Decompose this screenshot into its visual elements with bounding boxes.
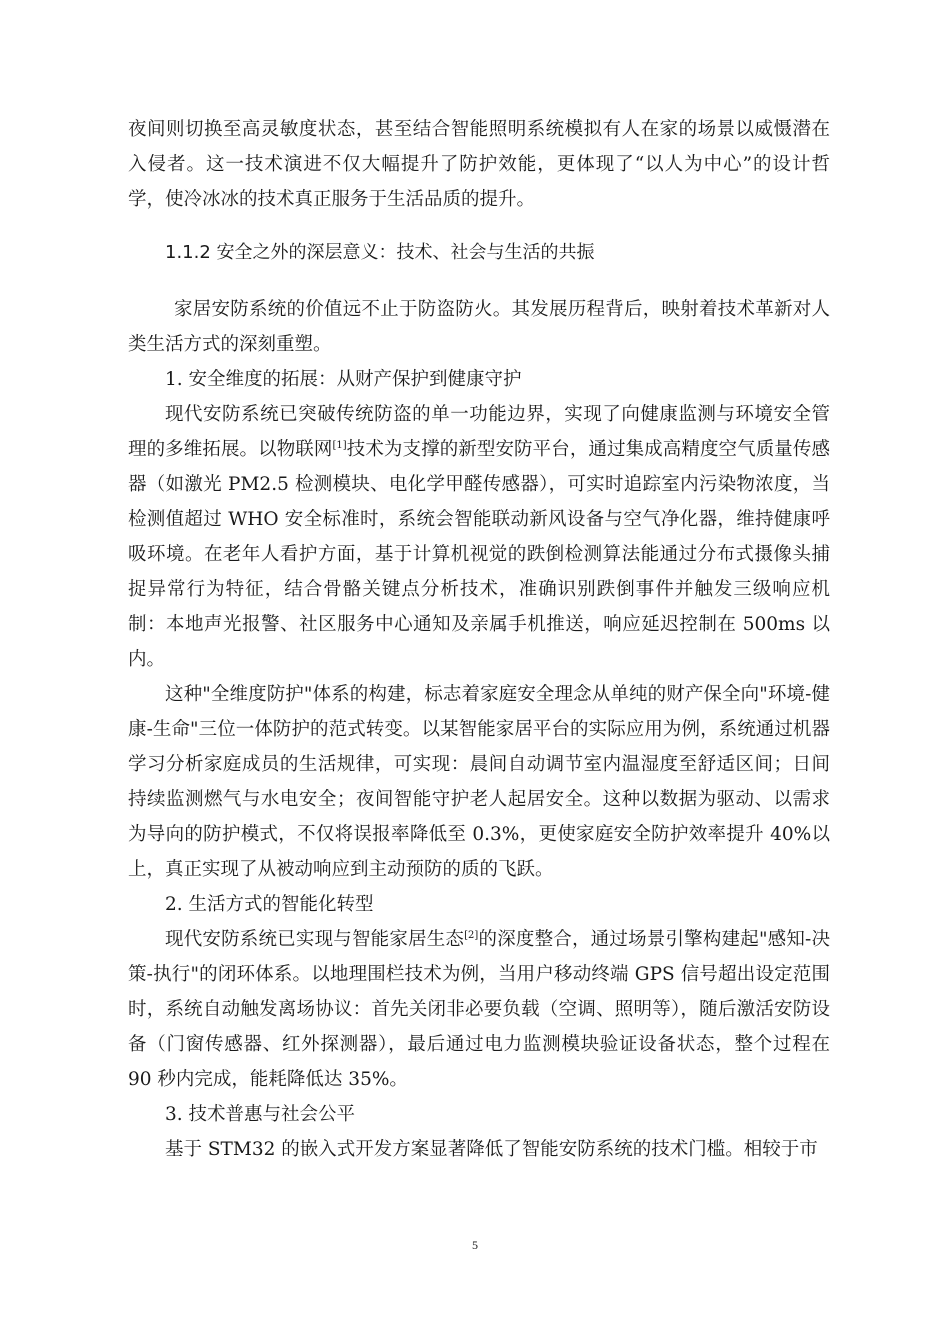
citation-ref-2: [2] — [464, 930, 479, 941]
item1-p1-text-a: 现代安防系统已突破传统防盗的单一功能边界，实现了向健康监测与环境安全管理的多维拓展。以物联网 — [128, 404, 830, 460]
document-body — [128, 112, 830, 1167]
item2-p1-text-a: 现代安防系统已实现与智能家居生态 — [165, 929, 465, 950]
item1-paragraph-2: 这种"全维度防护"体系的构建，标志着家庭安全理念从单纯的财产保全向"环境-健康-生命"三位一体防护的范式转变。以某智能家居平台的实际应用为例，系统通过机器学习分析家庭成员的生活规律，可实现：晨间自动调节室内温湿度至舒适区间；日间持续监测燃气与水电安全；夜间智能守护老人起居安全。这种以数据为驱动、以需求为导向的防护模式，不仅将误报率降低至 0.3%，更使家庭安全防护效率提升 40%以上，真正实现了从被动响应到主动预防的质的飞跃。 — [128, 684, 830, 880]
intro-paragraph: 夜间则切换至高灵敏度状态，甚至结合智能照明系统模拟有人在家的场景以威慑潜在入侵者。这一技术演进不仅大幅提升了防护效能，更体现了“以人为中心”的设计哲学，使冷冰冰的技术真正服务于生活品质的提升。 — [128, 119, 830, 210]
item3-title: 3. 技术普惠与社会公平 — [165, 1104, 356, 1125]
item1-p1-text-b: 技术为支撑的新型安防平台，通过集成高精度空气质量传感器（如激光 PM2.5 检测模块、电化学甲醛传感器），可实时追踪室内污染物浓度，当检测值超过 WHO 安全标准时，系统会智能联动新风设备与空气净化器，维持健康呼吸环境。在老年人看护方面，基于计算机视觉的跌倒检测算法能通过分布式摄像头捕捉异常行为特征，结合骨骼关键点分析技术，准确识别跌倒事件并触发三级响应机制：本地声光报警、社区服务中心通知及亲属手机推送，响应延迟控制在 500ms 以内。 — [128, 439, 830, 670]
section-lead-paragraph: 家居安防系统的价值远不止于防盗防火。其发展历程背后，映射着技术革新对人类生活方式的深刻重塑。 — [128, 299, 830, 355]
item2-paragraph-1 — [128, 922, 830, 1097]
item1-title: 1. 安全维度的拓展：从财产保护到健康守护 — [165, 369, 522, 390]
section-heading: 1.1.2 安全之外的深层意义：技术、社会与生活的共振 — [165, 242, 595, 263]
page-number: 5 — [472, 1238, 478, 1252]
citation-ref-1: [1] — [332, 440, 347, 451]
item2-title: 2. 生活方式的智能化转型 — [165, 894, 374, 915]
item2-p1-text-b: 的深度整合，通过场景引擎构建起"感知-决策-执行"的闭环体系。以地理围栏技术为例，当用户移动终端 GPS 信号超出设定范围时，系统自动触发离场协议：首先关闭非必要负载（空调、照明等），随后激活安防设备（门窗传感器、红外探测器），最后通过电力监测模块验证设备状态，整个过程在 90 秒内完成，能耗降低达 35%。 — [128, 929, 830, 1090]
item1-paragraph-1 — [128, 397, 830, 677]
item3-paragraph-1: 基于 STM32 的嵌入式开发方案显著降低了智能安防系统的技术门槛。相较于市 — [165, 1139, 818, 1160]
